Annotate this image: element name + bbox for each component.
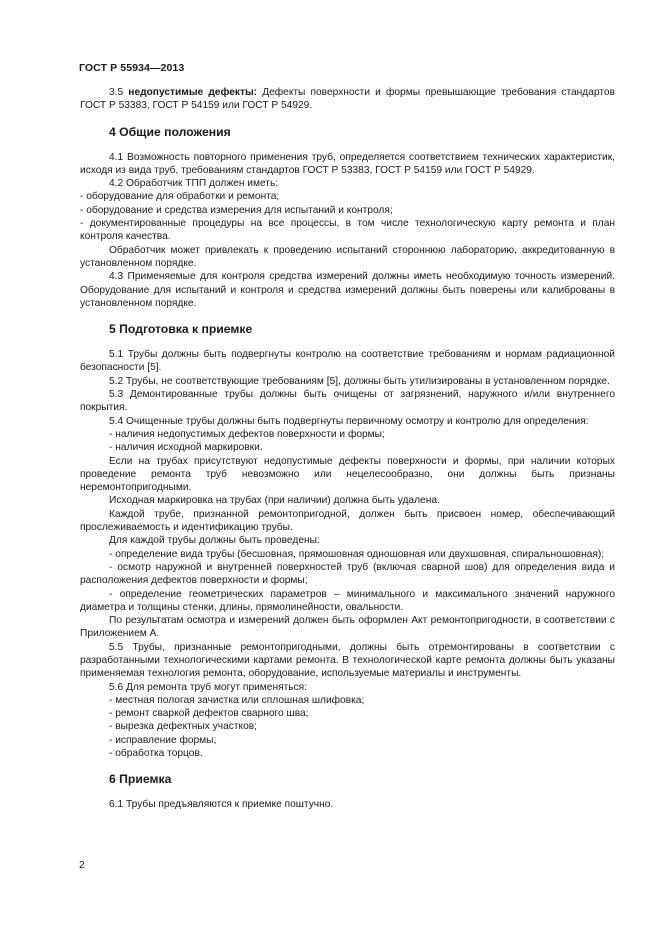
clause-5-2: 5.2 Трубы, не соответствующие требованиям [5], должны быть утилизированы в установленном порядке. <box>109 375 610 387</box>
clause-4-1: 4.1 Возможность повторного применения труб, определяется соответствием технических характеристик, исходя из вида труб, требованиям стандартов ГОСТ Р 53383, ГОСТ Р 54159 или ГОСТ Р 54929. <box>80 151 615 176</box>
clause-4-3: 4.3 Применяемые для контроля средства измерений должны иметь необходимую точность измерений. Оборудование для испытаний и контроля и средства измерений должны быть поверены или калиброваны в установленном порядке. <box>80 271 615 309</box>
clause-5-1: 5.1 Трубы должны быть подвергнуты контролю на соответствие требованиям и нормам радиационной безопасности [5]. <box>80 349 615 374</box>
clause-5-4: 5.4 Очищенные трубы должны быть подвергнуты первичному осмотру и контролю для определения: <box>109 415 589 427</box>
list-item: - местная пологая зачистка или сплошная шлифовка; <box>109 694 365 706</box>
clause-5-6: 5.6 Для ремонта труб могут применяться: <box>109 681 308 693</box>
clause-text: Дефекты поверхности и формы превышающие требования стандартов ГОСТ Р 53383, ГОСТ Р 54159 или ГОСТ Р 54929. <box>80 87 615 112</box>
list-item: - исправление формы; <box>109 734 217 746</box>
section-6-title: 6 Приемка <box>109 772 172 787</box>
clause-5-3: 5.3 Демонтированные трубы должны быть очищены от загрязнений, наружного и/или внутреннего покрытия. <box>80 389 615 414</box>
paragraph-number: Каждой трубе, признанной ремонтопригодной, должен быть присвоен номер, обеспечивающий прослеживаемость и идентификацию трубы. <box>80 508 615 534</box>
paragraph-lab: Обработчик может привлекать к проведению испытаний стороннюю лабораторию, аккредитованную в установленном порядке. <box>80 244 615 269</box>
list-item: - оборудование и средства измерения для испытаний и контроля; <box>80 204 393 216</box>
list-item: - вырезка дефектных участков; <box>109 721 257 733</box>
page-number: 2 <box>79 859 85 871</box>
paragraph-each: Для каждой трубы должны быть проведены: <box>109 535 320 547</box>
list-item: - ремонт сваркой дефектов сварного шва; <box>109 708 309 720</box>
list-item: - определение геометрических параметров – минимального и максимального значений наружного диаметра и толщины стенки, длины, прямолинейности, овальности. <box>80 588 615 613</box>
list-item: - наличия исходной маркировки. <box>109 442 263 454</box>
section-4-title: 4 Общие положения <box>109 124 231 139</box>
list-item: - определение вида трубы (бесшовная, прямошовная одношовная или двухшовная, спиральношовная); <box>109 548 605 560</box>
list-item: - осмотр наружной и внутренней поверхностей труб (включая сварной шов) для определения вида и расположения дефектов поверхности и формы; <box>80 561 615 587</box>
document-body <box>80 86 615 812</box>
clause-4-2: 4.2 Обработчик ТПП должен иметь: <box>109 178 279 190</box>
list-item: - обработка торцов. <box>109 748 203 760</box>
clause-6-1: 6.1 Трубы предъявляются к приемке поштучно. <box>109 799 334 811</box>
term: недопустимые дефекты: <box>128 87 258 98</box>
paragraph-marking: Исходная маркировка на трубах (при наличии) должна быть удалена. <box>109 495 440 507</box>
section-5-title: 5 Подготовка к приемке <box>109 322 253 337</box>
clause-number: 3.5 <box>109 87 129 98</box>
clause-3-5 <box>80 86 615 113</box>
paragraph-act: По результатам осмотра и измерений должен быть оформлен Акт ремонтопригодности, в соответствии с Приложением А. <box>80 615 615 640</box>
paragraph-defects: Если на трубах присутствуют недопустимые дефекты поверхности и формы, при наличии которых проведение ремонта труб невозможно или нецелесообразно, они должны быть признаны неремонтопригодными. <box>80 455 615 494</box>
list-item: - оборудование для обработки и ремонта; <box>80 191 280 203</box>
list-item: - документированные процедуры на все процессы, в том числе технологическую карту ремонта и план контроля качества. <box>80 218 615 243</box>
clause-5-5: 5.5 Трубы, признанные ремонтопригодными, должны быть отремонтированы в соответствии с разработанными технологическими картами ремонта. В технологической карте ремонта должны быть указаны применяемая технология ремонта, оборудование, используемые материалы и инструменты. <box>80 641 615 680</box>
list-item: - наличия недопустимых дефектов поверхности и формы; <box>109 428 385 440</box>
document-header: ГОСТ Р 55934—2013 <box>79 62 185 74</box>
